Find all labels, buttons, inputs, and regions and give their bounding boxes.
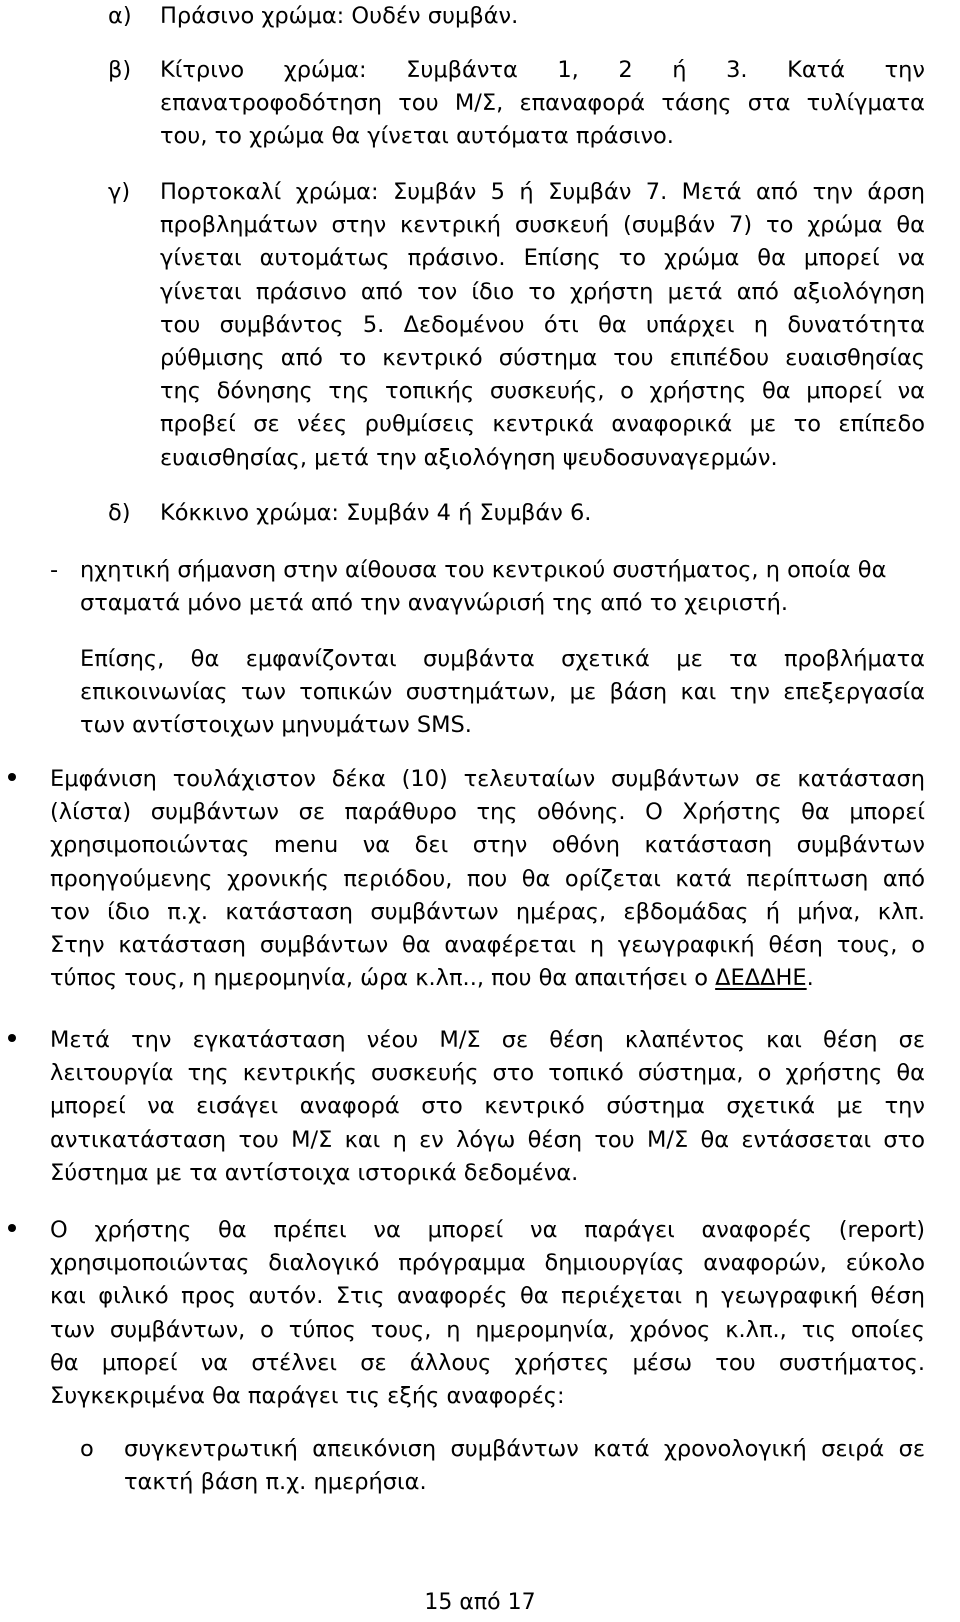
item-b-text xyxy=(160,54,925,87)
text-line: τον ίδιο π.χ. κατάσταση συμβάντων ημέρας, εβδομάδας ή μήνα, κλπ. xyxy=(50,898,925,925)
bullet-3-text xyxy=(50,1214,925,1413)
text-line: Κίτρινο χρώμα: Συμβάντα 1, 2 ή 3. Κατά την xyxy=(160,57,925,83)
sub-bullet-text xyxy=(124,1433,925,1499)
text-line: του, το χρώμα θα γίνεται αυτόματα πράσινο. xyxy=(160,123,674,150)
text-line: μπορεί να εισάγει αναφορά στο κεντρικό σύστημα σχετικά με την xyxy=(50,1093,925,1120)
text-line: Πράσινο χρώμα: Ουδέν συμβάν. xyxy=(160,3,519,29)
item-marker-b: β) xyxy=(108,57,132,83)
text-line: θα μπορεί να στέλνει σε άλλους χρήστες μέσω του συστήματος. xyxy=(50,1349,925,1376)
item-marker-a: α) xyxy=(108,3,132,29)
text-line: Συγκεκριμένα θα παράγει τις εξής αναφορές: xyxy=(50,1382,565,1409)
item-d-text xyxy=(160,497,925,530)
bullet-dot xyxy=(8,773,16,781)
text-segment: τύπος τους, η ημερομηνία, ώρα κ.λπ.., που θα απαιτήσει ο xyxy=(50,965,716,992)
circle-bullet-marker: o xyxy=(80,1436,94,1462)
text-line: ηχητική σήμανση στην αίθουσα του κεντρικού συστήματος, η οποία θα xyxy=(80,557,887,583)
text-line: αντικατάσταση του Μ/Σ και η εν λόγω θέση του Μ/Σ θα εντάσσεται στο xyxy=(50,1126,925,1153)
page-number: 15 από 17 xyxy=(424,1590,536,1615)
text-line: επικοινωνίας των τοπικών συστημάτων, με βάση και την επεξεργασία xyxy=(80,679,925,706)
text-line: του συμβάντος 5. Δεδομένου ότι θα υπάρχει η δυνατότητα xyxy=(160,311,925,338)
text-line: λειτουργία της κεντρικής συσκευής στο τοπικό σύστημα, ο χρήστης θα xyxy=(50,1060,925,1087)
item-marker-d: δ) xyxy=(108,500,131,526)
text-line: Κόκκινο χρώμα: Συμβάν 4 ή Συμβάν 6. xyxy=(160,500,592,526)
text-line: της δόνησης της τοπικής συσκευής, ο χρήστης θα μπορεί να xyxy=(160,378,925,405)
text-line-final xyxy=(50,962,925,995)
item-b-text-cont xyxy=(160,87,925,153)
text-line: προηγούμενης χρονικής περιόδου, που θα ορίζεται κατά περίπτωση από xyxy=(50,865,925,892)
item-c-text xyxy=(160,176,925,475)
item-marker-c: γ) xyxy=(108,179,131,205)
text-line: τακτή βάση π.χ. ημερήσια. xyxy=(124,1469,427,1496)
bullet-dot xyxy=(8,1224,16,1232)
text-line: Πορτοκαλί χρώμα: Συμβάν 5 ή Συμβάν 7. Μετά από την άρση xyxy=(160,179,925,205)
text-line: συγκεντρωτική απεικόνιση συμβάντων κατά χρονολογική σειρά σε xyxy=(124,1436,925,1462)
company-name-underlined: ΔΕΔΔΗΕ xyxy=(715,965,807,992)
text-line: των συμβάντων, ο τύπος τους, η ημερομηνία, χρόνος κ.λπ., τις οποίες xyxy=(50,1316,925,1343)
text-line: γίνεται αυτομάτως πράσινο. Επίσης το χρώμα θα μπορεί να xyxy=(160,245,925,272)
bullet-2-text xyxy=(50,1024,925,1190)
text-line: Μετά την εγκατάσταση νέου Μ/Σ σε θέση κλαπέντος και θέση σε xyxy=(50,1027,925,1053)
bullet-1-text xyxy=(50,763,925,995)
text-line: και φιλικό προς αυτόν. Στις αναφορές θα περιέχεται η γεωγραφική θέση xyxy=(50,1283,925,1310)
text-line: Σύστημα με τα αντίστοιχα ιστορικά δεδομένα. xyxy=(50,1159,579,1186)
text-line: ρύθμισης από το κεντρικό σύστημα του επιπέδου ευαισθησίας xyxy=(160,344,925,371)
text-line: σταματά μόνο μετά από την αναγνώρισή της από το χειριστή. xyxy=(80,590,789,617)
text-segment: . xyxy=(806,965,814,992)
text-line: Στην κατάσταση συμβάντων θα αναφέρεται η γεωγραφική θέση τους, ο xyxy=(50,931,925,958)
item-a-text xyxy=(160,0,925,33)
text-line: χρησιμοποιώντας διαλογικό πρόγραμμα δημιουργίας αναφορών, εύκολο xyxy=(50,1250,925,1277)
text-line: (λίστα) συμβάντων σε παράθυρο της οθόνης. Ο Χρήστης θα μπορεί xyxy=(50,799,925,826)
text-line: γίνεται πράσινο από τον ίδιο το χρήστη μετά από αξιολόγηση xyxy=(160,278,925,305)
text-line: επανατροφοδότηση του Μ/Σ, επαναφορά τάσης στα τυλίγματα xyxy=(160,90,925,116)
sms-paragraph xyxy=(80,643,925,743)
text-line: προβλημάτων στην κεντρική συσκευή (συμβάν 7) το χρώμα θα xyxy=(160,212,925,239)
text-line: ευαισθησίας, μετά την αξιολόγηση ψευδοσυναγερμών. xyxy=(160,444,778,471)
dash-marker: - xyxy=(50,557,59,583)
text-line: Εμφάνιση τουλάχιστον δέκα (10) τελευταίων συμβάντων σε κατάσταση xyxy=(50,766,925,792)
text-line: των αντίστοιχων μηνυμάτων SMS. xyxy=(80,712,472,739)
bullet-dot xyxy=(8,1034,16,1042)
dash-item-text xyxy=(80,554,925,620)
text-line: Ο χρήστης θα πρέπει να μπορεί να παράγει αναφορές (report) xyxy=(50,1217,925,1243)
text-line: προβεί σε νέες ρυθμίσεις κεντρικά αναφορικά με το επίπεδο xyxy=(160,411,925,438)
text-line: Επίσης, θα εμφανίζονται συμβάντα σχετικά με τα προβλήματα xyxy=(80,646,925,672)
text-line: χρησιμοποιώντας menu να δει στην οθόνη κατάσταση συμβάντων xyxy=(50,832,925,859)
